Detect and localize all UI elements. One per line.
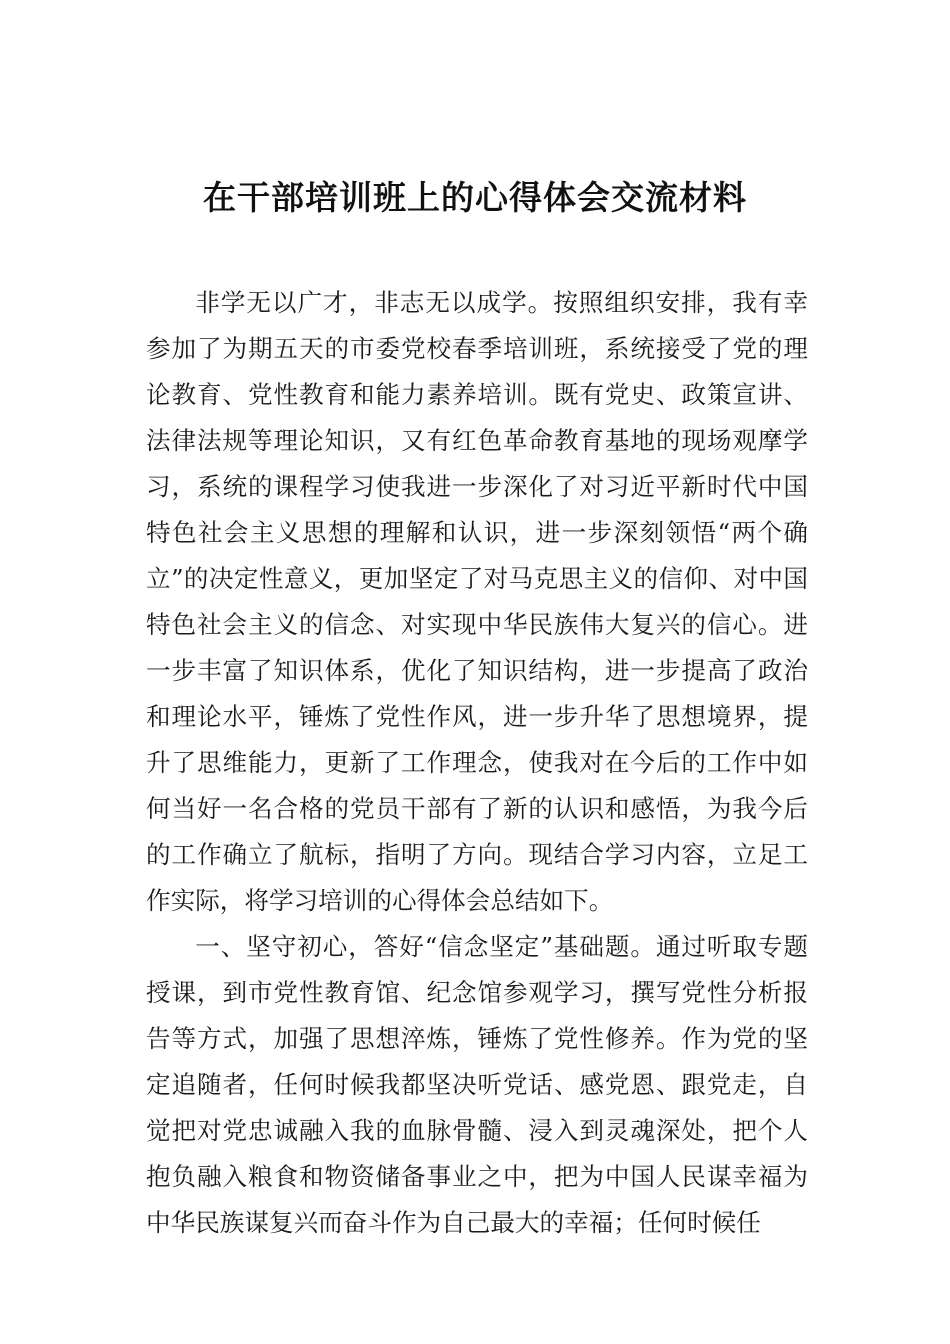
document-title: 在干部培训班上的心得体会交流材料 — [203, 178, 747, 217]
paragraph-intro: 非学无以广才，非志无以成学。按照组织安排，我有幸参加了为期五天的市委党校春季培训班，系统接受了党的理论教育、党性教育和能力素养培训。既有党史、政策宣讲、法律法规等理论知识，又有红色革命教育基地的现场观摩学习，系统的课程学习使我进一步深化了对习近平新时代中国特色社会主义思想的理解和认识，进一步深刻领悟“两个确立”的决定性意义，更加坚定了对马克思主义的信仰、对中国特色社会主义的信念、对实现中华民族伟大复兴的信心。进一步丰富了知识体系，优化了知识结构，进一步提高了政治和理论水平，锤炼了党性作风，进一步升华了思想境界，提升了思维能力，更新了工作理念，使我对在今后的工作中如何当好一名合格的党员干部有了新的认识和感悟，为我今后的工作确立了航标，指明了方向。现结合学习内容，立足工作实际，将学习培训的心得体会总结如下。 — [146, 288, 808, 915]
paragraph-section-one: 一、坚守初心，答好“信念坚定”基础题。通过听取专题授课，到市党性教育馆、纪念馆参观学习，撰写党性分析报告等方式，加强了思想淬炼，锤炼了党性修养。作为党的坚定追随者，任何时候我都坚决听党话、感党恩、跟党走，自觉把对党忠诚融入我的血脉骨髓、浸入到灵魂深处，把个人抱负融入粮食和物资储备事业之中，把为中国人民谋幸福为中华民族谋复兴而奋斗作为自己最大的幸福；任何时候任 — [146, 932, 808, 1237]
document-body — [146, 280, 808, 1246]
